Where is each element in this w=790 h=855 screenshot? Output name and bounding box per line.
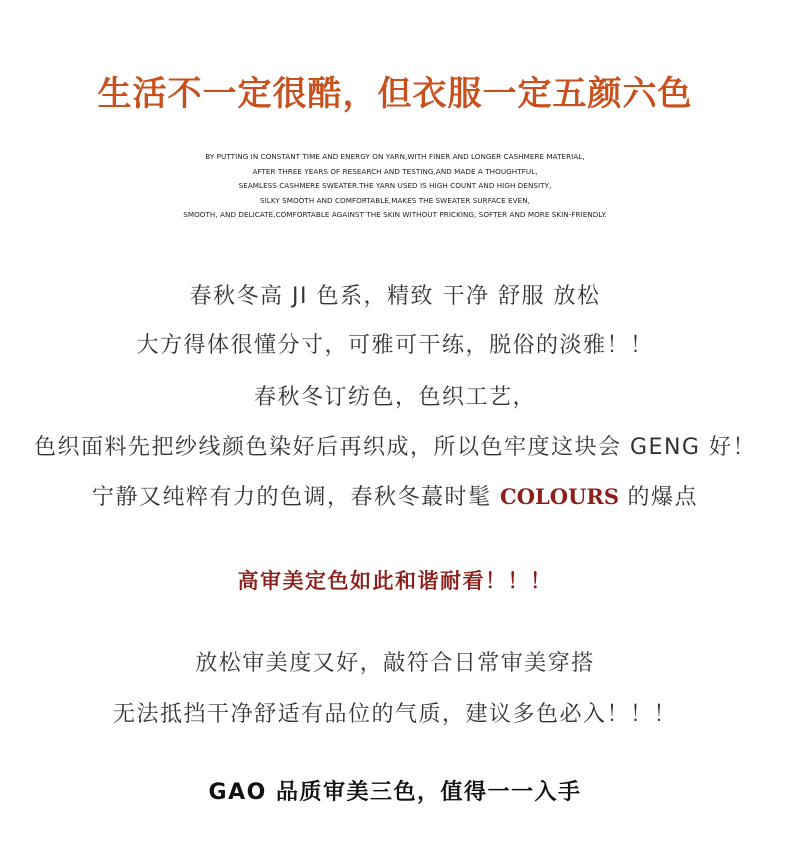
english-line: SILKY SMOOTH AND COMFORTABLE,MAKES THE SWEATER SURFACE EVEN,	[260, 195, 530, 205]
highlight-line: 高审美定色如此和谐耐看！！！	[237, 569, 553, 593]
english-description	[0, 150, 790, 223]
body-line-elegance: 大方得体很懂分寸，可雅可干练，脱俗的淡雅！！	[136, 333, 654, 358]
closing-line: GAO 品质审美三色，值得一一入手	[208, 780, 582, 805]
body-line-recommendation: 无法抵挡干净舒适有品位的气质，建议多色必入！！！	[112, 702, 677, 727]
english-line: BY PUTTING IN CONSTANT TIME AND ENERGY ON YARN,WITH FINER AND LONGER CASHMERE MATERIAL,	[205, 152, 585, 161]
body-line-relaxed: 放松审美度又好，敲符合日常审美穿搭	[195, 651, 595, 676]
headline: 生活不一定很酷，但衣服一定五颜六色	[97, 74, 693, 114]
body-line-colours	[0, 480, 790, 511]
colours-accent-word: COLOURS	[500, 484, 619, 509]
english-line: SEAMLESS CASHMERE SWEATER.THE YARN USED IS HIGH COUNT AND HIGH DENSITY,	[238, 181, 552, 191]
colours-prefix: 宁静又纯粹有力的色调，春秋冬蕞时髦	[92, 485, 500, 510]
body-line-craft: 春秋冬订纺色，色织工艺，	[253, 385, 536, 410]
colours-suffix: 的爆点	[619, 485, 698, 510]
body-line-colorfastness: 色织面料先把纱线颜色染好后再织成，所以色牢度这块会 GENG 好！	[34, 435, 756, 460]
english-line: SMOOTH, AND DELICATE,COMFORTABLE AGAINST THE SKIN WITHOUT PRICKING, SOFTER AND MORE SKIN-FRIENDLY.	[183, 210, 607, 220]
english-line: AFTER THREE YEARS OF RESEARCH AND TESTING,AND MADE A THOUGHTFUL,	[252, 166, 538, 176]
body-line-style: 春秋冬高 JI 色系，精致 干净 舒服 放松	[189, 284, 601, 309]
